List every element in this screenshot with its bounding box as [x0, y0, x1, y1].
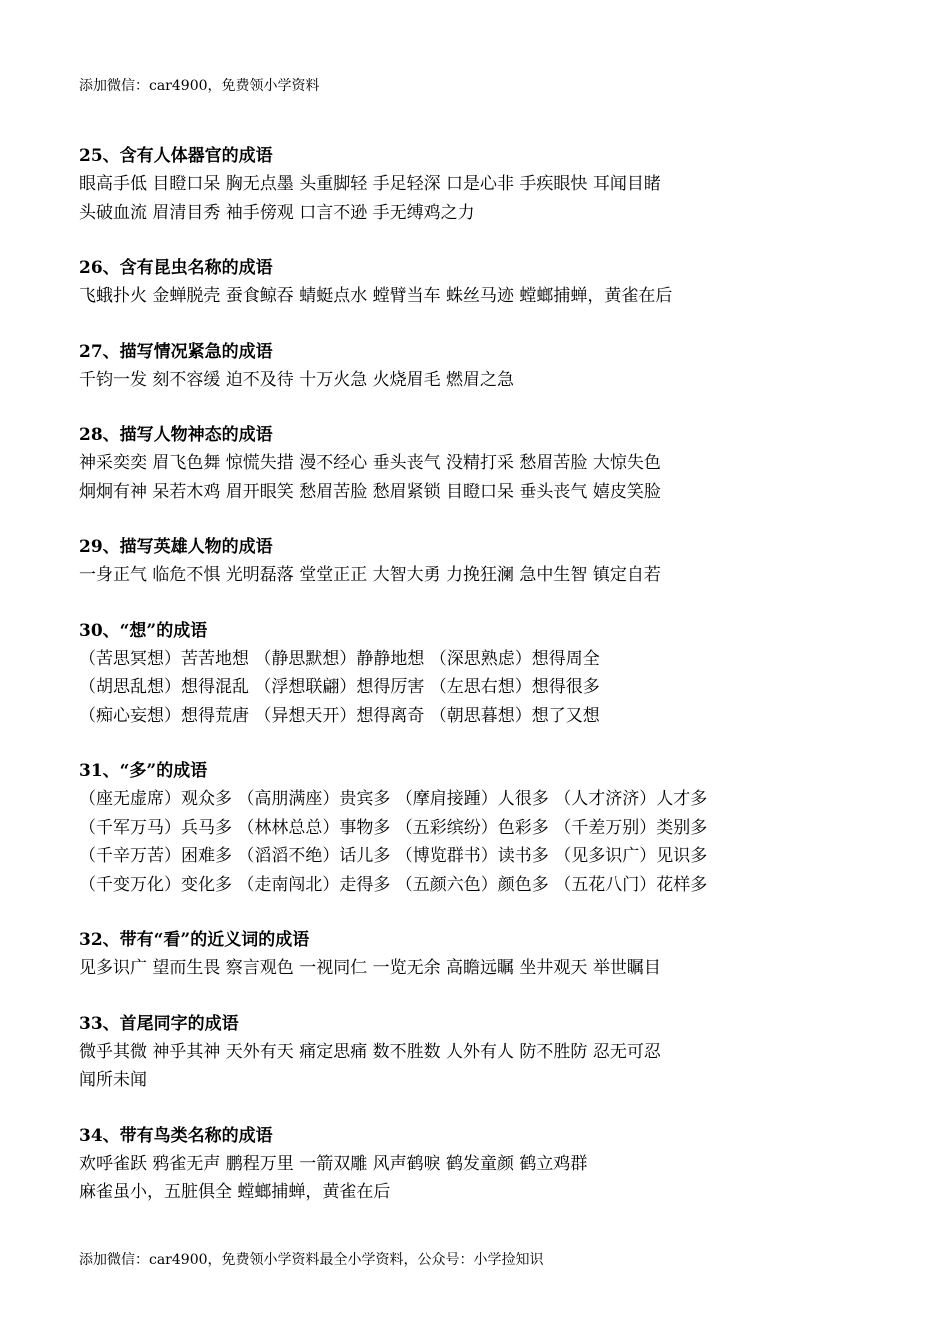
section-title: 31、“多”的成语	[79, 761, 208, 781]
idiom-section	[79, 757, 879, 899]
idiom-line: （座无虚席）观众多 （高朋满座）贵宾多 （摩肩接踵）人很多 （人才济济）人才多	[79, 789, 708, 809]
idiom-line: 眼高手低 目瞪口呆 胸无点墨 头重脚轻 手足轻深 口是心非 手疾眼快 耳闻目睹	[79, 174, 661, 194]
idiom-content	[79, 142, 879, 1234]
idiom-line: （胡思乱想）想得混乱 （浮想联翩）想得厉害 （左思右想）想得很多	[79, 677, 600, 697]
idiom-section	[79, 1010, 879, 1095]
idiom-line: （痴心妄想）想得荒唐 （异想天开）想得离奇 （朝思暮想）想了又想	[79, 705, 600, 726]
section-title: 27、描写情况紧急的成语	[79, 341, 273, 362]
idiom-line: （千军万马）兵马多 （林林总总）事物多 （五彩缤纷）色彩多 （千差万别）类别多	[79, 817, 708, 838]
idiom-section	[79, 926, 879, 983]
section-title: 30、“想”的成语	[79, 620, 208, 641]
idiom-line: 微乎其微 神乎其神 天外有天 痛定思痛 数不胜数 人外有人 防不胜防 忍无可忍	[79, 1041, 661, 1062]
idiom-section	[79, 338, 879, 395]
section-title: 29、描写英雄人物的成语	[79, 537, 273, 557]
idiom-line: 神采奕奕 眉飞色舞 惊慌失措 漫不经心 垂头丧气 没精打采 愁眉苦脸 大惊失色	[79, 453, 661, 473]
idiom-line: 飞蛾扑火 金蝉脱壳 蚕食鲸吞 蜻蜓点水 螳臂当车 蛛丝马迹 螳螂捕蝉，黄雀在后	[79, 286, 673, 306]
idiom-line: 头破血流 眉清目秀 袖手傍观 口言不逊 手无缚鸡之力	[79, 202, 475, 223]
idiom-section	[79, 254, 879, 311]
section-title: 25、含有人体器官的成语	[79, 146, 273, 166]
section-title: 34、带有鸟类名称的成语	[79, 1125, 273, 1146]
idiom-section	[79, 533, 879, 590]
idiom-section	[79, 617, 879, 731]
idiom-line: （千变万化）变化多 （走南闯北）走得多 （五颜六色）颜色多 （五花八门）花样多	[79, 874, 708, 895]
idiom-line: （苦思冥想）苦苦地想 （静思默想）静静地想 （深思熟虑）想得周全	[79, 648, 600, 669]
idiom-line: （千辛万苦）困难多 （滔滔不绝）话儿多 （博览群书）读书多 （见多识广）见识多	[79, 846, 708, 866]
idiom-line: 见多识广 望而生畏 察言观色 一视同仁 一览无余 高瞻远瞩 坐井观天 举世瞩目	[79, 958, 661, 978]
idiom-line: 欢呼雀跃 鸦雀无声 鹏程万里 一箭双雕 风声鹤唳 鹤发童颜 鹤立鸡群	[79, 1153, 588, 1174]
idiom-line: 闻所未闻	[79, 1070, 147, 1090]
idiom-section	[79, 1122, 879, 1207]
section-title: 33、首尾同字的成语	[79, 1013, 239, 1034]
idiom-line: 炯炯有神 呆若木鸡 眉开眼笑 愁眉苦脸 愁眉紧锁 目瞪口呆 垂头丧气 嬉皮笑脸	[79, 481, 661, 502]
page-footer: 添加微信：car4900，免费领小学资料最全小学资料，公众号：小学捡知识	[79, 1252, 544, 1268]
idiom-line: 一身正气 临危不惧 光明磊落 堂堂正正 大智大勇 力挽狂澜 急中生智 镇定自若	[79, 565, 661, 585]
page-header: 添加微信：car4900，免费领小学资料	[79, 78, 320, 94]
idiom-section	[79, 421, 879, 506]
section-title: 28、描写人物神态的成语	[79, 425, 273, 445]
section-title: 32、带有“看”的近义词的成语	[79, 930, 310, 950]
section-title: 26、含有昆虫名称的成语	[79, 258, 273, 278]
idiom-section	[79, 142, 879, 227]
idiom-line: 麻雀虽小，五脏俱全 螳螂捕蝉，黄雀在后	[79, 1182, 391, 1202]
idiom-line: 千钧一发 刻不容缓 迫不及待 十万火急 火烧眉毛 燃眉之急	[79, 369, 515, 390]
